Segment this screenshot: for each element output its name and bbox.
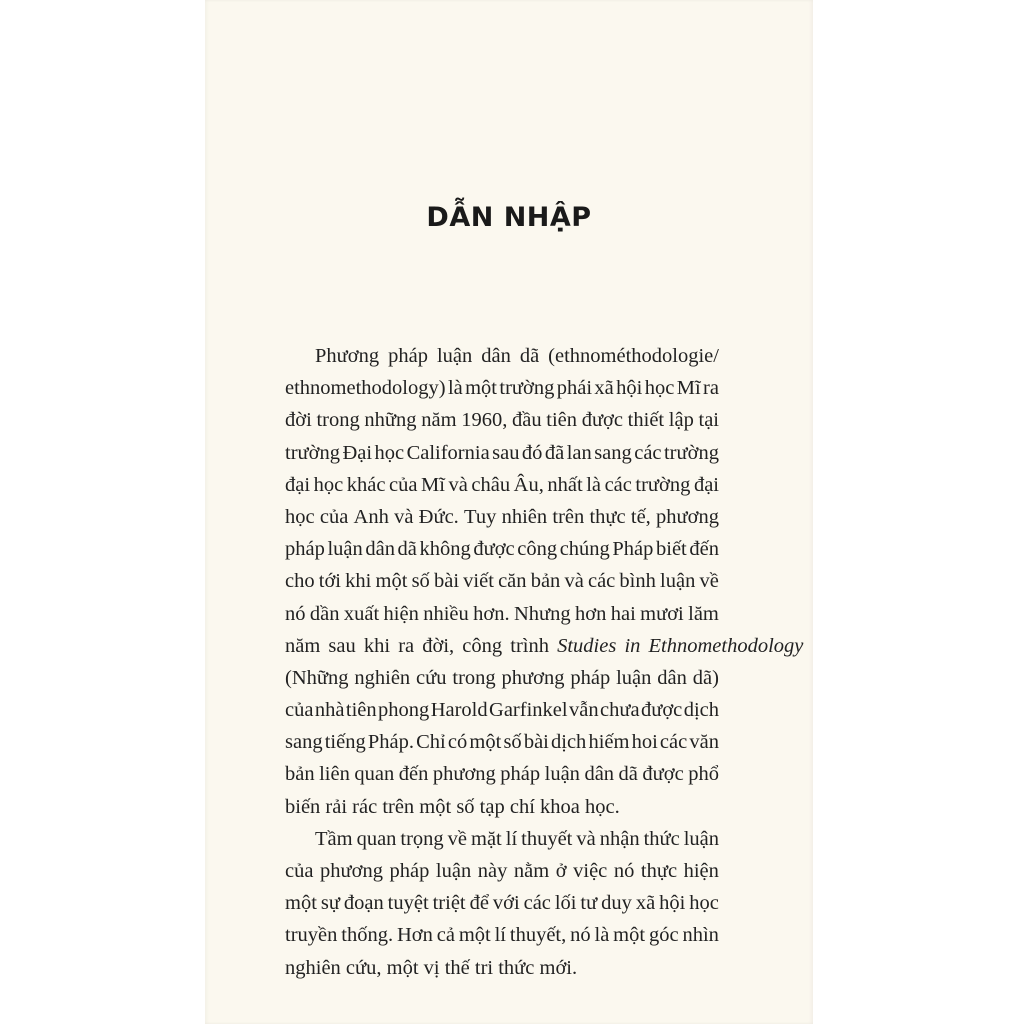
word: hơn: [575, 602, 607, 625]
word: một: [613, 924, 646, 947]
text-line: [285, 919, 719, 951]
word: trường: [663, 441, 719, 464]
word: nằm: [513, 860, 550, 882]
body-text: [285, 340, 804, 984]
word: là: [586, 473, 602, 496]
word: nhà: [314, 699, 345, 722]
word: học: [374, 441, 405, 464]
word: khác: [346, 473, 386, 496]
word: nghiên: [354, 666, 411, 689]
word: duy: [601, 892, 632, 915]
word: học: [285, 505, 315, 528]
word: Âu,: [513, 473, 544, 496]
word: lan: [566, 441, 592, 464]
word: thống.: [341, 924, 394, 947]
word: vẫn: [568, 699, 599, 722]
word: tư: [580, 892, 598, 915]
word: dân: [584, 763, 615, 786]
word: pháp: [285, 538, 325, 561]
word: một: [458, 924, 491, 947]
word: phổ: [688, 763, 719, 786]
word: đại: [285, 473, 311, 496]
word: tế,: [630, 505, 651, 528]
word: tuyệt: [387, 892, 429, 915]
word: được: [581, 409, 623, 432]
word: lập: [668, 409, 694, 432]
word: mươi: [640, 602, 684, 625]
word: pháp: [570, 666, 611, 689]
text-line: [285, 469, 719, 501]
word: nó: [285, 602, 306, 625]
word: nhất: [547, 473, 583, 496]
word: của: [285, 860, 314, 882]
word: cứu: [416, 666, 447, 689]
word: Pháp.: [367, 731, 414, 754]
word: Mĩ: [676, 377, 701, 400]
paragraph-1: [285, 340, 804, 823]
text-line: [285, 372, 719, 404]
word: văn: [689, 731, 719, 754]
word: thuyết: [521, 827, 573, 850]
word: một: [375, 570, 408, 593]
word: bản: [285, 763, 315, 786]
word: năm: [421, 409, 457, 432]
word: đầu: [511, 409, 542, 432]
word: pháp: [388, 345, 428, 367]
word: trong: [316, 409, 360, 432]
word: ở: [555, 860, 567, 882]
word: tại: [698, 409, 719, 432]
text-line: [285, 662, 719, 694]
word: nhìn: [682, 924, 719, 947]
word: nhiên: [501, 505, 548, 528]
word: luận: [683, 827, 719, 850]
word: ra: [703, 377, 719, 400]
word: nó: [613, 860, 635, 882]
word: Tầm: [315, 827, 353, 850]
word: hai: [610, 602, 636, 625]
word: California: [406, 441, 490, 464]
word: nhận: [599, 827, 640, 850]
word: và: [576, 827, 596, 850]
word: luận: [660, 570, 696, 593]
word: dịch: [551, 731, 587, 754]
word: tiên: [546, 409, 578, 432]
word: tiên: [345, 699, 377, 722]
text-line: [285, 437, 719, 469]
word: dân: [365, 538, 395, 561]
word: Pháp: [612, 538, 654, 561]
word: số: [411, 570, 430, 593]
word: để: [469, 892, 489, 915]
word: một: [285, 892, 317, 915]
word: trọng: [400, 827, 444, 850]
word: đến: [398, 763, 429, 786]
word: học: [313, 473, 344, 496]
word: của: [389, 473, 418, 496]
word: thực: [589, 505, 626, 528]
word: truyền: [285, 924, 338, 947]
word: luận: [544, 763, 580, 786]
word: đại: [693, 473, 719, 496]
word: trường: [635, 473, 691, 496]
word: lí: [494, 924, 506, 947]
word: dã: [618, 763, 638, 786]
word: quan: [356, 827, 397, 850]
word: xuất: [343, 602, 380, 625]
text-line: [285, 501, 719, 533]
text-line: [285, 533, 719, 565]
word: liên: [319, 763, 350, 786]
word: được: [640, 699, 683, 722]
text-line: [285, 823, 719, 855]
word: là: [594, 924, 610, 947]
word: bài: [433, 570, 460, 593]
word: những: [364, 409, 417, 432]
word: về: [447, 827, 468, 850]
word: căn: [498, 570, 527, 593]
word: các: [523, 892, 551, 915]
word: là: [447, 377, 463, 400]
word: sang: [594, 441, 632, 464]
word: phương: [501, 666, 565, 689]
text-line-start: năm sau khi ra đời, công trình: [285, 634, 558, 657]
italic-book-title: Studies in Ethnomethodology: [557, 634, 804, 657]
word: thức: [643, 827, 680, 850]
word: mặt: [471, 827, 502, 850]
word: này: [477, 860, 508, 882]
word: chưa: [600, 699, 640, 722]
word: dịch: [683, 699, 719, 722]
text-line: [285, 855, 719, 887]
word: triệt: [432, 892, 466, 915]
word: sau: [492, 441, 520, 464]
word: khi: [345, 570, 372, 593]
word: việc: [573, 860, 608, 882]
word: trong: [452, 666, 496, 689]
word: biết: [656, 538, 687, 561]
word: với: [492, 892, 520, 915]
word: hoi: [631, 731, 658, 754]
word: thuyết,: [509, 924, 567, 947]
word: đã: [544, 441, 565, 464]
word: một: [465, 377, 498, 400]
text-line: [285, 565, 719, 597]
word: về: [699, 570, 719, 593]
word: phương: [656, 505, 719, 528]
word: Chỉ: [416, 731, 446, 754]
word: học: [644, 377, 675, 400]
word: Harold: [430, 699, 488, 722]
word: xã: [635, 892, 656, 915]
word: luận: [436, 345, 473, 367]
word: Garfinkel: [489, 699, 568, 722]
word: hội: [659, 892, 686, 915]
word: dã): [692, 666, 719, 689]
word: nó: [570, 924, 591, 947]
word: cho: [285, 570, 315, 593]
word: và: [564, 570, 584, 593]
word: dần: [309, 602, 340, 625]
word: Phương: [315, 345, 380, 367]
word: tới: [318, 570, 341, 593]
word: thực: [640, 860, 678, 882]
word: dân: [481, 345, 511, 367]
word: trường: [499, 377, 555, 400]
word: cả: [436, 924, 455, 947]
word: Anh: [353, 505, 389, 528]
text-line: biến rải rác trên một số tạp chí khoa học.: [285, 795, 620, 818]
word: dân: [657, 666, 687, 689]
word: chúng: [559, 538, 610, 561]
word: các: [659, 731, 688, 754]
word: viết: [463, 570, 494, 593]
word: nhiều: [423, 602, 469, 625]
word: xã: [594, 377, 614, 400]
word: quan: [354, 763, 395, 786]
word: lăm: [688, 602, 719, 625]
word: ethnomethodology): [285, 377, 446, 400]
word: dã: [519, 345, 540, 367]
word: các: [587, 570, 616, 593]
word: lí: [505, 827, 518, 850]
word: dã: [397, 538, 417, 561]
word: châu: [471, 473, 511, 496]
word: hiếm: [588, 731, 630, 754]
word: công: [517, 538, 558, 561]
word: luận: [616, 666, 652, 689]
text-line: nghiên cứu, một vị thế tri thức mới.: [285, 956, 578, 979]
word: 1960,: [461, 409, 508, 432]
word: thiết: [627, 409, 665, 432]
word: hiện: [383, 602, 419, 625]
text-line: [285, 694, 719, 726]
word: số: [503, 731, 522, 754]
word: được: [473, 538, 515, 561]
word: Hơn: [396, 924, 433, 947]
word: của: [319, 505, 349, 528]
word: bản: [530, 570, 561, 593]
word: Nhưng: [513, 602, 571, 625]
word: luận: [435, 860, 472, 882]
text-line: [285, 887, 719, 919]
text-line: [285, 404, 719, 436]
word: trường: [285, 441, 340, 464]
paragraph-2: [285, 823, 719, 984]
word: đoạn: [343, 892, 384, 915]
word: một: [469, 731, 502, 754]
word: đời: [285, 409, 312, 432]
word: bài: [523, 731, 549, 754]
word: có: [447, 731, 468, 754]
text-line: [285, 726, 719, 758]
word: luận: [327, 538, 363, 561]
word: (ethnométhodologie/: [548, 345, 719, 367]
word: sự: [320, 892, 340, 915]
word: Đức.: [418, 505, 459, 528]
word: và: [394, 505, 414, 528]
word: phương: [432, 763, 496, 786]
word: pháp: [500, 763, 541, 786]
text-line-with-italic-title: [285, 630, 804, 662]
word: được: [642, 763, 684, 786]
word: hơn.: [473, 602, 510, 625]
word: và: [448, 473, 468, 496]
word: lối: [554, 892, 577, 915]
word: (Những: [285, 666, 349, 689]
word: trên: [552, 505, 585, 528]
text-line: [285, 340, 719, 372]
word: đó: [521, 441, 543, 464]
word: hiện: [683, 860, 719, 882]
book-page: [205, 0, 813, 1024]
word: phương: [320, 860, 383, 882]
word: đến: [689, 538, 719, 561]
word: pháp: [389, 860, 430, 882]
word: không: [419, 538, 471, 561]
word: các: [634, 441, 662, 464]
chapter-title: DẪN NHẬP: [426, 202, 592, 233]
word: hội: [616, 377, 643, 400]
word: học: [689, 892, 719, 915]
word: phái: [556, 377, 593, 400]
text-line: [285, 598, 719, 630]
word: phong: [378, 699, 430, 722]
word: Đại: [342, 441, 373, 464]
word: các: [604, 473, 632, 496]
text-line: [285, 758, 719, 790]
word: góc: [648, 924, 679, 947]
word: của: [285, 699, 314, 722]
word: Tuy: [464, 505, 497, 528]
word: bình: [619, 570, 656, 593]
word: tiếng: [324, 731, 366, 754]
word: Mĩ: [421, 473, 445, 496]
word: sang: [285, 731, 323, 754]
